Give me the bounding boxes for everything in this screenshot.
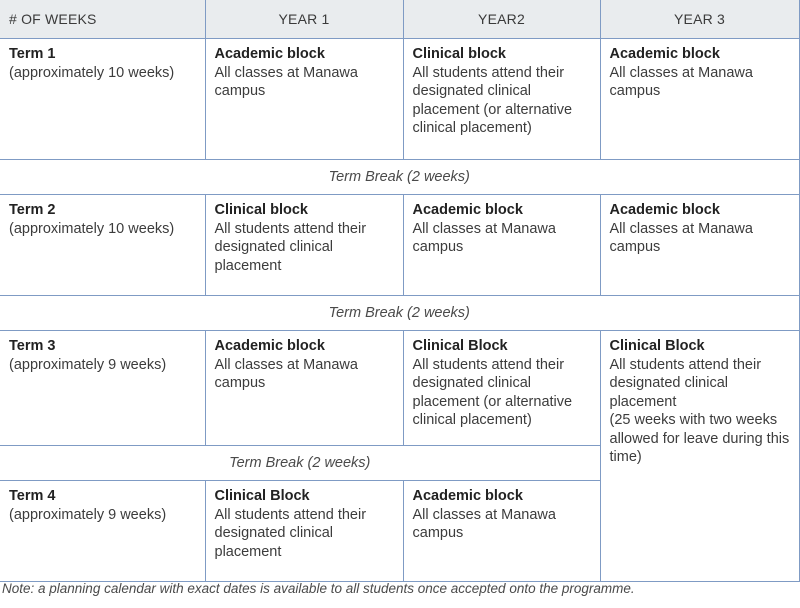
term2-year1-cell [205, 195, 403, 296]
term-duration: (approximately 10 weeks) [9, 64, 175, 81]
table-row-term2 [0, 195, 799, 296]
term4-year1-cell [205, 481, 403, 582]
term-break-2: Term Break (2 weeks) [0, 296, 799, 331]
block-title: Academic block [609, 202, 720, 218]
block-title: Clinical Block [609, 338, 705, 354]
term-duration: (approximately 9 weeks) [9, 506, 167, 523]
block-title: Academic block [412, 488, 523, 504]
header-year1: YEAR 1 [205, 0, 403, 39]
term-label: Term 1 [9, 46, 56, 62]
term3-year1-cell [205, 331, 403, 446]
term2-year3-cell [600, 195, 799, 296]
header-year3: YEAR 3 [600, 0, 799, 39]
footnote: Note: a planning calendar with exact dates is available to all students once accepted onto the programme. [2, 581, 635, 596]
block-desc: All students attend their designated clinical placement [214, 220, 367, 274]
term-duration: (approximately 9 weeks) [9, 356, 167, 373]
term1-year1-cell [205, 39, 403, 160]
block-desc: All classes at Manawa campus [609, 64, 753, 99]
term1-year2-cell [403, 39, 600, 160]
header-year2: YEAR2 [403, 0, 600, 39]
term-break-row [0, 296, 799, 331]
term3-cell [0, 331, 205, 446]
header-weeks: # OF WEEKS [0, 0, 205, 39]
term2-cell [0, 195, 205, 296]
block-desc: All classes at Manawa campus [412, 506, 556, 541]
block-desc: All students attend their designated clinical placement (or alternative clinical placement) [412, 356, 573, 428]
block-title: Academic block [609, 46, 720, 62]
block-title: Academic block [412, 202, 523, 218]
block-desc: All students attend their designated clinical placement (or alternative clinical placement) [412, 64, 573, 136]
term-label: Term 2 [9, 202, 56, 218]
block-desc: All students attend their designated clinical placement [609, 356, 762, 410]
block-desc: All classes at Manawa campus [609, 220, 753, 255]
term4-year2-cell [403, 481, 600, 582]
block-title: Clinical Block [214, 488, 310, 504]
table-header-row [0, 0, 799, 39]
block-desc: All classes at Manawa campus [214, 356, 358, 391]
block-desc: All classes at Manawa campus [412, 220, 556, 255]
term2-year2-cell [403, 195, 600, 296]
term1-year3-cell [600, 39, 799, 160]
term3-year3-cell [600, 331, 799, 582]
term-break-row [0, 160, 799, 195]
table-row-term1 [0, 39, 799, 160]
block-note: (25 weeks with two weeks allowed for leave during this time) [609, 412, 790, 465]
block-title: Academic block [214, 46, 325, 62]
block-title: Clinical block [214, 202, 308, 218]
term-label: Term 3 [9, 338, 56, 354]
block-title: Clinical Block [412, 338, 508, 354]
term-break-3: Term Break (2 weeks) [0, 446, 600, 481]
block-title: Academic block [214, 338, 325, 354]
term-break-1: Term Break (2 weeks) [0, 160, 799, 195]
table-row-term3 [0, 331, 799, 446]
block-desc: All classes at Manawa campus [214, 64, 358, 99]
term1-cell [0, 39, 205, 160]
term-duration: (approximately 10 weeks) [9, 220, 175, 237]
block-title: Clinical block [412, 46, 506, 62]
term-label: Term 4 [9, 488, 56, 504]
block-desc: All students attend their designated clinical placement [214, 506, 367, 560]
term3-year2-cell [403, 331, 600, 446]
term4-cell [0, 481, 205, 582]
